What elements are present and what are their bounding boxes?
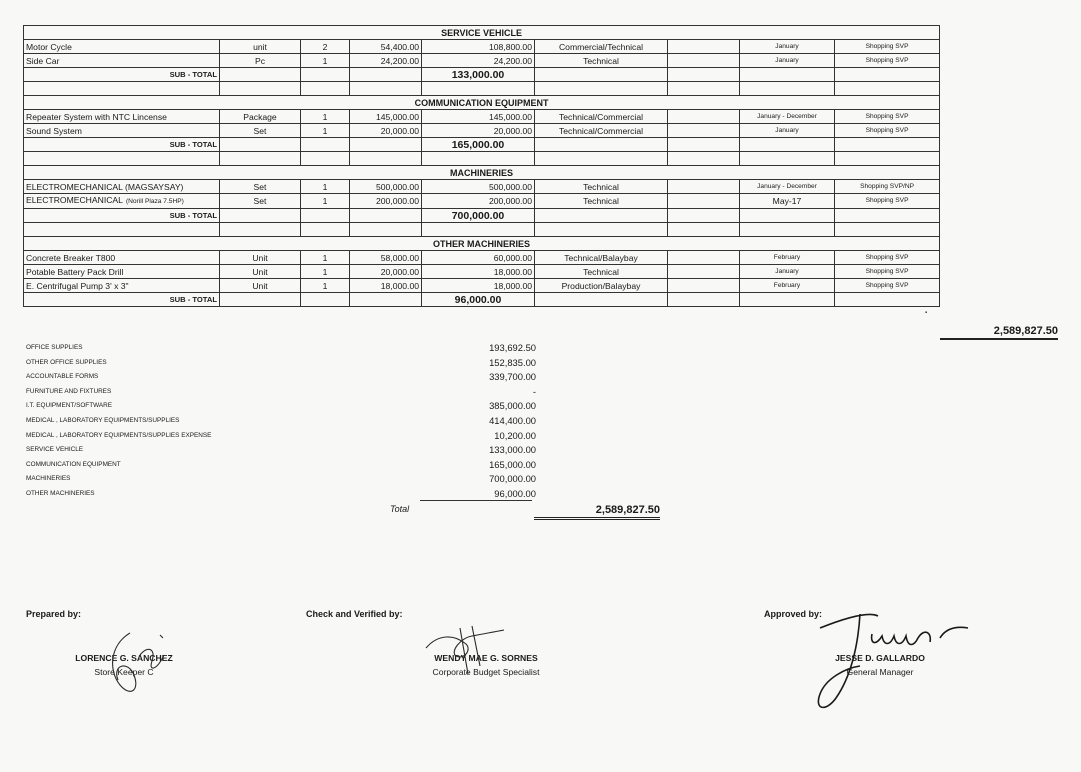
total-cost-cell: 20,000.00 [422,124,535,138]
blank-cell [350,82,422,96]
item-name: Potable Battery Pack Drill [26,266,124,277]
procurement-mode-cell: Shopping SVP [835,40,940,54]
grand-total: 2,589,827.50 [940,325,1058,340]
section-title: COMMUNICATION EQUIPMENT [24,96,940,110]
blank-cell [535,293,668,307]
unit-cost-cell: 200,000.00 [350,194,422,209]
section-header-row [24,237,940,251]
table-row [24,110,940,124]
procurement-mode-cell: Shopping SVP/NP [835,180,940,194]
blank-cell [24,82,220,96]
summary-value: 165,000.00 [489,458,536,470]
summary-label: FURNITURE AND FIXTURES [26,387,112,395]
total-cost-cell: 200,000.00 [422,194,535,209]
unit-cell: Unit [220,251,301,265]
schedule-cell: January - December [740,110,835,124]
summary-label: OFFICE SUPPLIES [26,344,83,351]
blank-cell [350,293,422,307]
procurement-mode-cell: Shopping SVP [835,110,940,124]
checked-by-caption: Check and Verified by: [306,609,403,619]
table-row [24,54,940,68]
blank-cell [422,82,535,96]
blank-row [24,82,940,96]
summary-label: SERVICE VEHICLE [26,446,84,454]
blank-cell [835,82,940,96]
blank-cell [740,82,835,96]
summary-value: 385,000.00 [489,400,536,412]
procurement-mode-cell: Shopping SVP [835,251,940,265]
blank-cell [668,194,740,209]
blank-cell [301,209,350,223]
category-cell: Production/Balaybay [535,279,668,293]
total-value: 2,589,827.50 [534,504,660,520]
subtotal-label: SUB - TOTAL [24,138,220,152]
summary-list [26,342,536,503]
blank-cell [668,54,740,68]
quantity-cell: 1 [301,194,350,209]
blank-cell [668,279,740,293]
checked-by-title: Corporate Budget Specialist [432,667,540,677]
item-description [24,194,220,209]
procurement-mode-cell: Shopping SVP [835,54,940,68]
summary-rule [420,500,532,501]
summary-row [26,430,536,445]
table-row [24,194,940,209]
approved-by-title: General Manager [846,667,914,677]
quantity-cell: 1 [301,54,350,68]
blank-cell [668,138,740,152]
procurement-mode-cell: Shopping SVP [835,124,940,138]
quantity-cell: 1 [301,110,350,124]
prepared-by-name: LORENCE G. SANCHEZ [75,653,173,663]
item-name: Concrete Breaker T800 [26,252,116,263]
quantity-cell: 1 [301,251,350,265]
blank-cell [668,68,740,82]
subtotal-row [24,293,940,307]
item-name: Repeater System with NTC Lincense [26,111,167,122]
section-title: MACHINERIES [24,166,940,180]
summary-row [26,400,536,415]
blank-cell [301,138,350,152]
section-title: OTHER MACHINERIES [24,237,940,251]
subtotal-value: 700,000.00 [422,209,535,223]
subtotal-row [24,138,940,152]
schedule-cell: May-17 [740,194,835,209]
unit-cost-cell: 54,400.00 [350,40,422,54]
blank-cell [668,82,740,96]
category-cell: Technical/Commercial [535,110,668,124]
section-header-row [24,166,940,180]
quantity-cell: 1 [301,279,350,293]
item-name: Motor Cycle [26,41,72,52]
subtotal-label: SUB - TOTAL [24,68,220,82]
summary-row [26,357,536,372]
table-row [24,180,940,194]
approved-by-caption: Approved by: [764,609,823,619]
total-cost-cell: 145,000.00 [422,110,535,124]
item-name: Side Car [26,55,60,66]
table-row [24,251,940,265]
blank-cell [668,293,740,307]
summary-label: I.T. EQUIPMENT/SOFTWARE [26,402,113,410]
summary-value: 10,200.00 [494,429,536,441]
quantity-cell: 1 [301,265,350,279]
schedule-cell: February [740,279,835,293]
blank-cell [535,209,668,223]
blank-cell [220,138,301,152]
item-name: ELECTROMECHANICAL [26,195,123,205]
unit-cost-cell: 24,200.00 [350,54,422,68]
category-cell: Technical [535,265,668,279]
item-name: ELECTROMECHANICAL (MAGSAYSAY) [26,181,184,192]
blank-cell [24,223,220,237]
blank-cell [350,68,422,82]
unit-cell: Package [220,110,301,124]
summary-value: - [532,385,536,397]
blank-cell [668,152,740,166]
category-cell: Technical [535,180,668,194]
blank-cell [350,223,422,237]
blank-cell [350,152,422,166]
quantity-cell: 1 [301,180,350,194]
summary-label: OTHER MACHINERIES [26,489,95,497]
section-title: SERVICE VEHICLE [24,26,940,40]
category-cell: Technical/Commercial [535,124,668,138]
summary-value: 339,700.00 [489,371,536,383]
unit-cell: Set [220,124,301,138]
total-cost-cell: 18,000.00 [422,265,535,279]
category-cell: Commercial/Technical [535,40,668,54]
summary-label: OTHER OFFICE SUPPLIES [26,358,107,366]
blank-cell [301,293,350,307]
quantity-cell: 1 [301,124,350,138]
unit-cell: Set [220,180,301,194]
total-cost-cell: 60,000.00 [422,251,535,265]
summary-row [26,342,536,357]
summary-label: MACHINERIES [26,475,71,483]
total-cost-cell: 500,000.00 [422,180,535,194]
unit-cost-cell: 20,000.00 [350,265,422,279]
unit-cost-cell: 145,000.00 [350,110,422,124]
item-description [24,124,220,138]
blank-cell [535,82,668,96]
summary-value: 152,835.00 [489,356,536,368]
checked-by-signature [420,620,510,680]
summary-row [26,473,536,488]
summary-label: COMMUNICATION EQUIPMENT [26,460,121,468]
schedule-cell: January [740,124,835,138]
item-description [24,40,220,54]
summary-row [26,444,536,459]
total-cost-cell: 108,800.00 [422,40,535,54]
unit-cost-cell: 58,000.00 [350,251,422,265]
subtotal-value: 96,000.00 [422,293,535,307]
section-header-row [24,26,940,40]
blank-cell [668,40,740,54]
summary-value: 193,692.50 [489,342,536,353]
schedule-cell: January - December [740,180,835,194]
subtotal-value: 165,000.00 [422,138,535,152]
blank-cell [422,152,535,166]
total-cost-cell: 18,000.00 [422,279,535,293]
category-cell: Technical/Balaybay [535,251,668,265]
summary-value: 96,000.00 [494,487,536,499]
item-note: (Norill Plaza 7.5HP) [125,198,184,205]
blank-cell [301,223,350,237]
blank-cell [220,82,301,96]
subtotal-row [24,68,940,82]
schedule-cell: January [740,40,835,54]
blank-cell [350,209,422,223]
summary-row [26,415,536,430]
prepared-by-title: Store Keeper C [94,667,154,677]
item-name: E. Centrifugal Pump 3' x 3" [26,280,129,291]
item-description [24,54,220,68]
total-cost-cell: 24,200.00 [422,54,535,68]
blank-cell [740,223,835,237]
unit-cell: Unit [220,265,301,279]
blank-row [24,152,940,166]
blank-cell [350,138,422,152]
total-label: Total [390,504,410,514]
summary-value: 700,000.00 [489,473,536,485]
unit-cell: Pc [220,54,301,68]
summary-label: MEDICAL , LABORATORY EQUIPMENTS/SUPPLIES EXPENSE [26,431,212,439]
blank-cell [835,68,940,82]
item-description [24,180,220,194]
procurement-table [23,25,940,307]
blank-cell [668,110,740,124]
category-cell: Technical [535,54,668,68]
blank-cell [668,265,740,279]
stray-mark: ▪ [925,310,928,316]
unit-cell: Unit [220,279,301,293]
blank-cell [535,68,668,82]
approved-by-name: JESSE D. GALLARDO [835,653,925,663]
blank-cell [668,124,740,138]
blank-cell [220,293,301,307]
blank-cell [535,223,668,237]
unit-cost-cell: 20,000.00 [350,124,422,138]
summary-row [26,386,536,401]
blank-cell [668,180,740,194]
subtotal-label: SUB - TOTAL [24,209,220,223]
unit-cell: unit [220,40,301,54]
blank-cell [835,138,940,152]
blank-cell [535,138,668,152]
blank-cell [740,209,835,223]
table-row [24,124,940,138]
item-description [24,265,220,279]
procurement-mode-cell: Shopping SVP [835,194,940,209]
table-row [24,279,940,293]
blank-cell [668,223,740,237]
blank-cell [668,251,740,265]
blank-cell [301,152,350,166]
schedule-cell: February [740,251,835,265]
blank-cell [535,152,668,166]
blank-cell [740,138,835,152]
item-description [24,110,220,124]
subtotal-label: SUB - TOTAL [24,293,220,307]
prepared-by-caption: Prepared by: [26,609,82,619]
procurement-mode-cell: Shopping SVP [835,265,940,279]
blank-row [24,223,940,237]
blank-cell [835,223,940,237]
unit-cost-cell: 18,000.00 [350,279,422,293]
blank-cell [301,68,350,82]
blank-cell [301,82,350,96]
unit-cell: Set [220,194,301,209]
schedule-cell: January [740,54,835,68]
item-description [24,251,220,265]
blank-cell [740,68,835,82]
blank-cell [220,223,301,237]
blank-cell [835,152,940,166]
table-row [24,265,940,279]
schedule-cell: January [740,265,835,279]
approved-by-signature [800,598,980,718]
unit-cost-cell: 500,000.00 [350,180,422,194]
subtotal-row [24,209,940,223]
summary-value: 133,000.00 [489,444,536,456]
blank-cell [740,152,835,166]
blank-cell [220,209,301,223]
blank-cell [220,152,301,166]
item-name: Sound System [26,125,82,136]
summary-label: MEDICAL , LABORATORY EQUIPMENTS/SUPPLIES [26,416,180,424]
blank-cell [24,152,220,166]
table-row [24,40,940,54]
section-header-row [24,96,940,110]
quantity-cell: 2 [301,40,350,54]
summary-row [26,459,536,474]
blank-cell [835,209,940,223]
summary-value: 414,400.00 [489,414,536,426]
blank-cell [740,293,835,307]
blank-cell [220,68,301,82]
checked-by-name: WENDY MAE G. SORNES [434,653,538,663]
blank-cell [835,293,940,307]
prepared-by-signature [100,625,170,705]
category-cell: Technical [535,194,668,209]
item-description [24,279,220,293]
summary-label: ACCOUNTABLE FORMS [26,373,99,381]
summary-row [26,371,536,386]
blank-cell [668,209,740,223]
procurement-mode-cell: Shopping SVP [835,279,940,293]
blank-cell [422,223,535,237]
subtotal-value: 133,000.00 [422,68,535,82]
